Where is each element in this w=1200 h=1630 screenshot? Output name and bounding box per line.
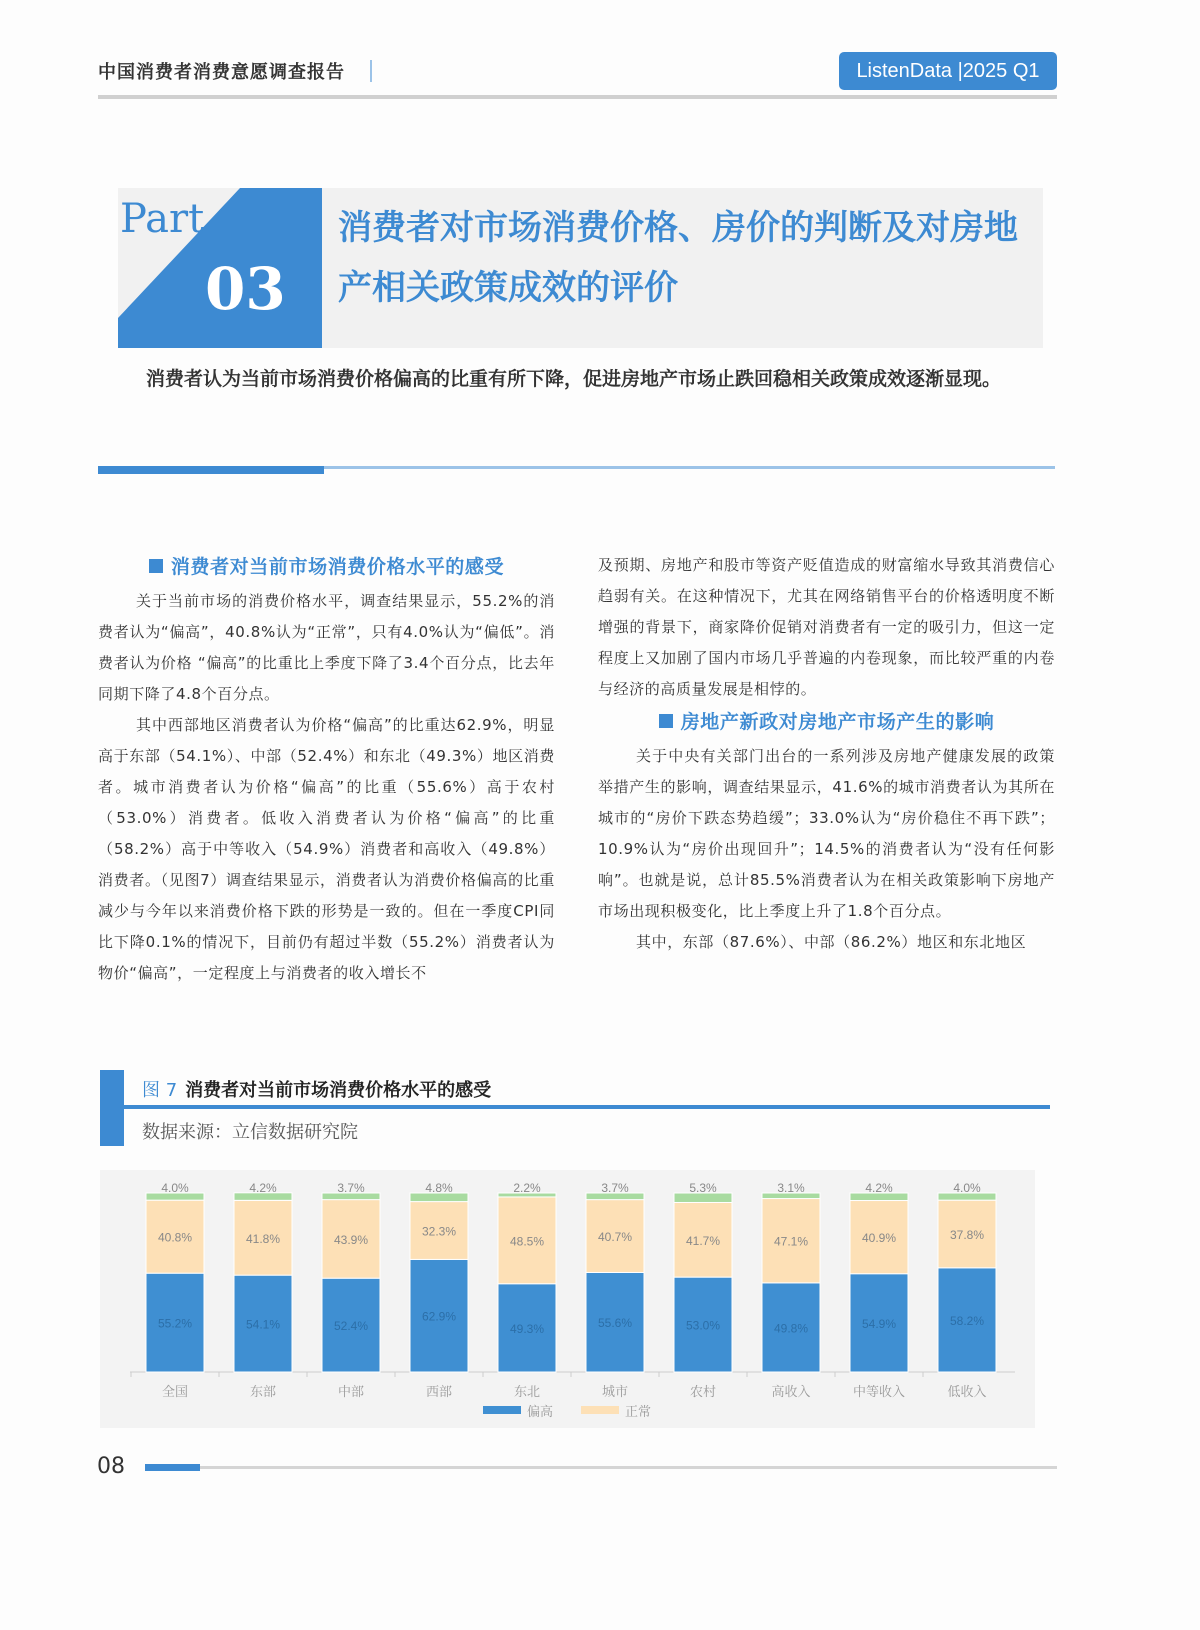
data-label: 4.2% (865, 1181, 893, 1195)
square-bullet-icon (659, 714, 673, 728)
figure-source: 数据来源：立信数据研究院 (142, 1122, 358, 1143)
page-number: 08 (97, 1454, 125, 1479)
legend-swatch (581, 1406, 619, 1414)
data-label: 55.6% (597, 1316, 633, 1331)
right-column (598, 550, 1055, 958)
section-summary: 消费者认为当前市场消费价格偏高的比重有所下降，促进房地产市场止跌回稳相关政策成效逐渐显现。 (146, 368, 1002, 390)
paragraph: 关于中央有关部门出台的一系列涉及房地产健康发展的政策举措产生的影响，调查结果显示，41.6%的城市消费者认为其所在城市的“房价下跌态势趋缓”；33.0%认为“房价稳住不再下跌”；10.9%认为“房价出现回升”；14.5%的消费者认为“没有任何影响”。也就是说，总计85.5%消费者认为在相关政策影响下房地产市场出现积极变化，比上季度上升了1.8个百分点。 (598, 747, 1055, 920)
x-tick-label: 东部 (249, 1385, 277, 1400)
footer-line (145, 1466, 1057, 1469)
brand-badge: ListenData |2025 Q1 (839, 52, 1057, 90)
report-title: 中国消费者消费意愿调查报告 (98, 62, 345, 83)
paragraph: 其中西部地区消费者认为价格“偏高”的比重达62.9%，明显高于东部（54.1%）、中部（52.4%）和东北（49.3%）地区消费者。城市消费者认为价格“偏高”的比重（55.6%）高于农村（53.0%）消费者。低收入消费者认为价格“偏高”的比重（58.2%）高于中等收入（54.9%）消费者和高收入（49.8%）消费者。（见图7）调查结果显示，消费者认为消费价格偏高的比重减少与今年以来消费价格下跌的形势是一致的。但在一季度CPI同比下降0.1%的情况下，目前仍有超过半数（55.2%）消费者认为物价“偏高”，一定程度上与消费者的收入增长不 (98, 716, 555, 982)
data-label: 3.7% (601, 1181, 629, 1195)
stacked-bar-chart (100, 1170, 1035, 1428)
legend-label: 偏高 (527, 1405, 554, 1420)
data-label: 54.9% (861, 1316, 897, 1331)
legend-swatch (483, 1406, 521, 1414)
figure-underline (124, 1105, 1050, 1109)
section-divider-accent (98, 466, 324, 474)
left-column (98, 550, 555, 989)
x-tick-label: 中等收入 (852, 1385, 906, 1400)
figure-title: 消费者对当前市场消费价格水平的感受 (185, 1080, 492, 1101)
data-label: 40.7% (597, 1230, 633, 1245)
paragraph: 关于当前市场的消费价格水平，调查结果显示，55.2%的消费者认为“偏高”，40.8%认为“正常”，只有4.0%认为“偏低”。消费者认为价格 “偏高”的比重比上季度下降了3.4个百分点，比去年同期下降了4.8个百分点。 (98, 592, 555, 703)
x-tick-label: 东北 (513, 1385, 541, 1400)
data-label: 40.9% (861, 1231, 897, 1246)
data-label: 4.0% (161, 1181, 189, 1195)
footer-accent (145, 1464, 200, 1471)
data-label: 49.8% (773, 1321, 809, 1336)
x-tick-label: 中部 (337, 1385, 365, 1400)
data-label: 41.8% (245, 1231, 281, 1246)
figure-accent-bar (100, 1070, 124, 1146)
paragraph: 其中，东部（87.6%）、中部（86.2%）地区和东北地区 (636, 933, 1027, 951)
data-label: 4.8% (425, 1181, 453, 1195)
data-label: 37.8% (949, 1227, 985, 1242)
data-label: 4.2% (249, 1180, 277, 1195)
data-label: 48.5% (509, 1234, 545, 1249)
data-label: 47.1% (773, 1234, 809, 1249)
data-label: 5.3% (689, 1181, 717, 1195)
data-label: 49.3% (509, 1321, 545, 1336)
x-tick-label: 农村 (689, 1385, 717, 1400)
data-label: 43.9% (333, 1232, 369, 1247)
data-label: 4.0% (953, 1181, 981, 1195)
part-number: 03 (205, 255, 286, 323)
x-tick-label: 西部 (425, 1385, 453, 1400)
subheading-price-perception (98, 550, 555, 584)
paragraph: 及预期、房地产和股市等资产贬值造成的财富缩水导致其消费信心趋弱有关。在这种情况下，尤其在网络销售平台的价格透明度不断增强的背景下，商家降价促销对消费者有一定的吸引力，但这一定程度上又加剧了国内市场几乎普遍的内卷现象，而比较严重的内卷与经济的高质量发展是相悖的。 (598, 556, 1055, 698)
data-label: 54.1% (245, 1317, 281, 1332)
square-bullet-icon (149, 559, 163, 573)
data-label: 3.7% (337, 1181, 365, 1195)
data-label: 41.7% (685, 1233, 721, 1248)
header-separator (370, 60, 372, 82)
subheading-housing-policy (598, 705, 1055, 739)
figure-number: 图 7 (142, 1080, 178, 1101)
part-label: Part (120, 196, 205, 242)
data-label: 32.3% (421, 1224, 457, 1239)
figure-caption (142, 1076, 491, 1102)
x-tick-label: 全国 (161, 1385, 189, 1400)
legend-label: 正常 (625, 1405, 652, 1420)
data-label: 3.1% (777, 1181, 805, 1195)
x-tick-label: 低收入 (947, 1385, 987, 1400)
data-label: 52.4% (333, 1319, 369, 1334)
header-divider (98, 95, 1057, 99)
subheading-text: 消费者对当前市场消费价格水平的感受 (170, 556, 505, 578)
x-tick-label: 城市 (601, 1385, 629, 1400)
x-tick-label: 高收入 (771, 1385, 811, 1400)
data-label: 53.0% (685, 1318, 721, 1333)
data-label: 55.2% (157, 1316, 193, 1331)
data-label: 62.9% (421, 1309, 457, 1324)
data-label: 40.8% (157, 1230, 193, 1245)
data-label: 2.2% (513, 1181, 541, 1195)
section-title: 消费者对市场消费价格、房价的判断及对房地产相关政策成效的评价 (338, 208, 1018, 308)
subheading-text: 房地产新政对房地产市场产生的影响 (680, 711, 995, 733)
data-label: 58.2% (949, 1313, 985, 1328)
